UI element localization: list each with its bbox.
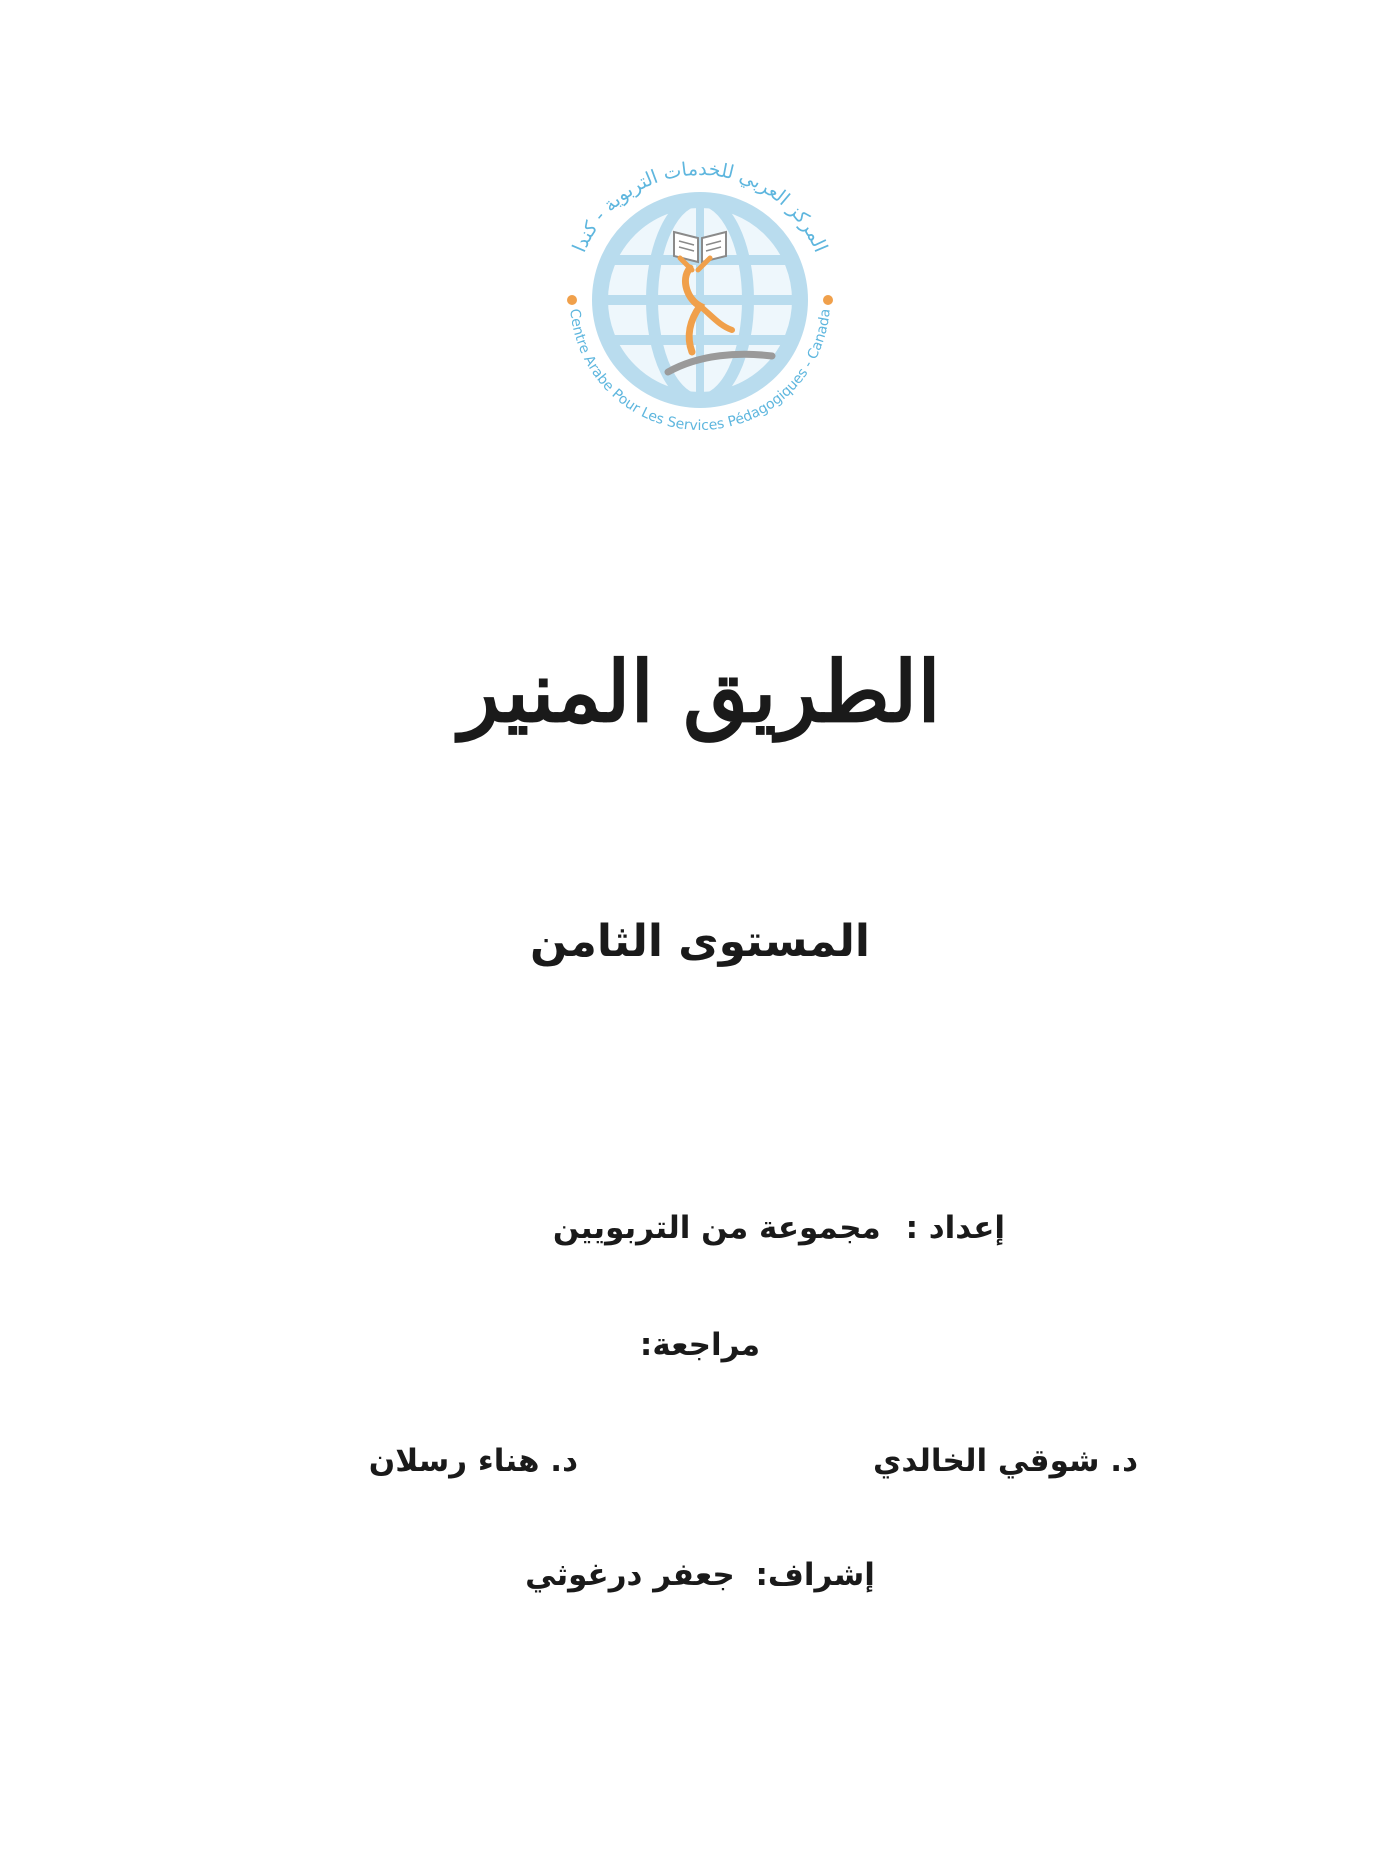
- globe-icon: [600, 200, 800, 400]
- logo-latin-text: Centre Arabe Pour Les Services Pédagogiques - Canada: [566, 307, 834, 435]
- reviewer-name: د. هناء رسلان: [368, 1443, 578, 1479]
- accent-dot-right: [823, 295, 833, 305]
- accent-dot-left: [567, 295, 577, 305]
- supervision-label: إشراف:: [755, 1557, 875, 1593]
- publisher-logo: [540, 140, 860, 460]
- review-label: مراجعة:: [639, 1327, 761, 1363]
- logo-arabic-text: المركز العربي للخدمات التربوية - كندا: [568, 157, 832, 256]
- book-title: الطريق المنير: [459, 642, 941, 741]
- supervision-line: [0, 1557, 1400, 1594]
- reviewer-name: د. شوقي الخالدي: [872, 1443, 1138, 1479]
- preparation-value: مجموعة من التربويين: [552, 1210, 881, 1246]
- book-level: المستوى الثامن: [530, 916, 870, 967]
- supervision-value: جعفر درغوثي: [525, 1557, 735, 1593]
- preparation-label: إعداد :: [905, 1210, 1005, 1246]
- globe-with-reading-figure-icon: [540, 140, 860, 460]
